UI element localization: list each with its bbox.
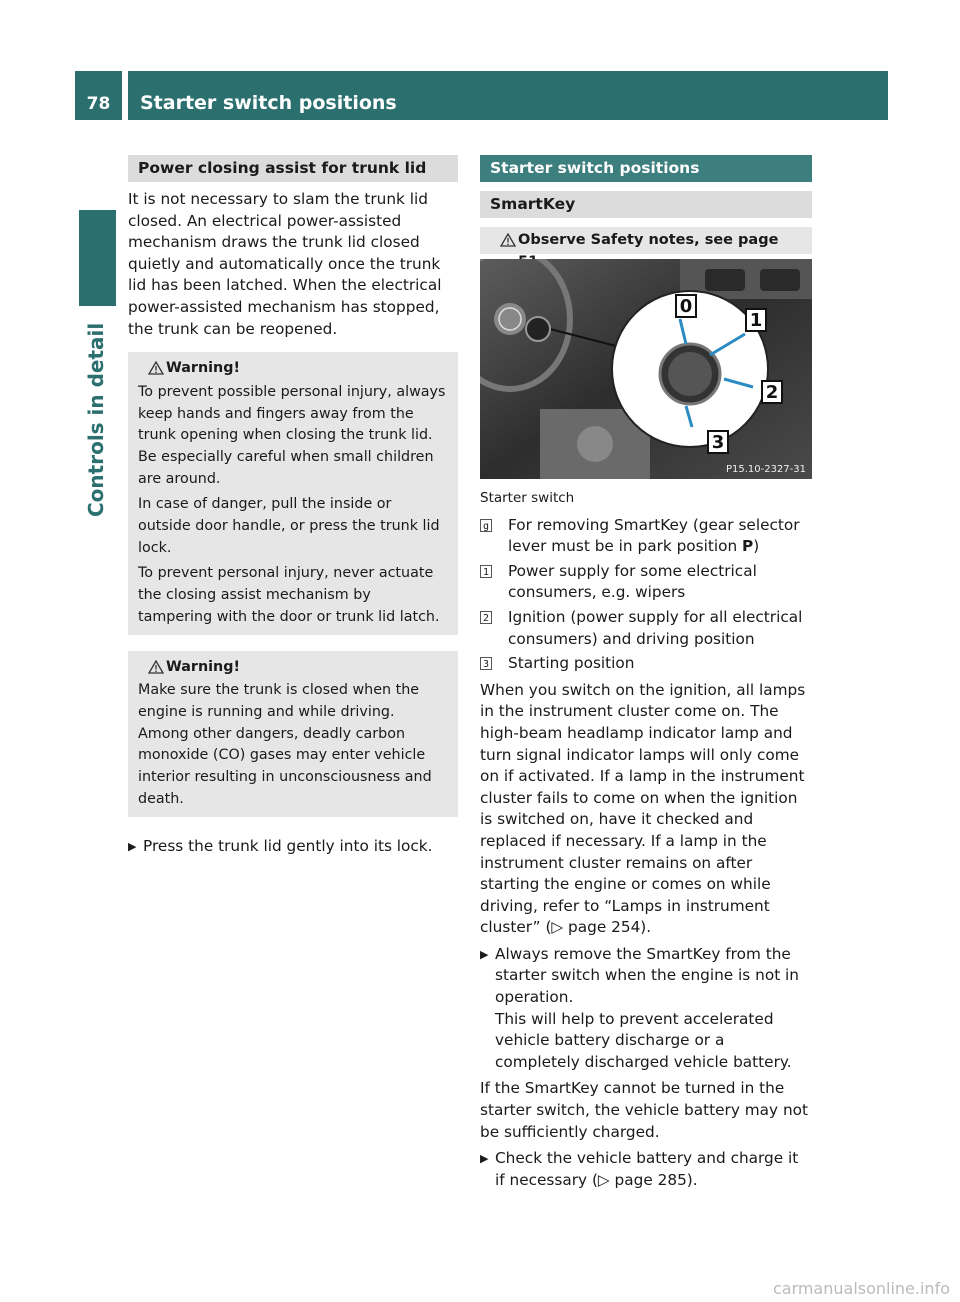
legend-item: 1 Power supply for some electrical consumers, e.g. wipers	[480, 561, 812, 604]
left-column	[128, 155, 458, 857]
legend-item: 3 Starting position	[480, 653, 812, 675]
trunk-intro: It is not necessary to slam the trunk lid closed. An electrical power-assisted mechanism draws the trunk lid closed quietly and automatically once the trunk lid has been latched. When the electrical power-assisted mechanism has stopped, the trunk can be reopened.	[128, 190, 442, 338]
legend-key: 3	[480, 657, 492, 670]
safety-note: Observe Safety notes, see page	[480, 227, 812, 254]
warning-title: Warning!	[166, 658, 240, 675]
warning-title: Warning!	[166, 360, 240, 377]
warning-box	[128, 651, 458, 817]
legend-item: g For removing SmartKey (gear selector lever must be in park position P)	[480, 515, 812, 558]
photo-code: P15.10-2327-31	[725, 464, 806, 475]
step-item: ▶ Always remove the SmartKey from the starter switch when the engine is not in operation. This will help to prevent accelerated vehicle battery discharge or a completely discharged vehicle battery.	[480, 944, 812, 1074]
position-label: 3	[711, 432, 725, 453]
starter-switch-photo	[480, 259, 812, 479]
warning-text: To prevent personal injury, never actuate the closing assist mechanism by tampering with the door or trunk lid latch.	[138, 565, 440, 625]
warning-icon	[148, 660, 164, 674]
section-title-trunk: Power closing assist for trunk lid	[128, 155, 458, 182]
right-column-lower	[480, 488, 812, 1191]
step-note: This will help to prevent accelerated vehicle battery discharge or a completely discharged vehicle battery.	[495, 1009, 792, 1071]
ignition-paragraph: When you switch on the ignition, all lamps in the instrument cluster come on. The high-beam headlamp indicator lamp and turn signal indicator lamps will only come on if activated. If a lamp in the instrument cluster fails to come on when the ignition is switched on, have it checked and replaced if necessary. If a lamp in the instrument cluster remains on after starting the engine or comes on while driving, refer to “Lamps in instrument cluster” (▷ page 254).	[480, 680, 806, 937]
warning-text: To prevent possible personal injury, always keep hands and fingers away from the trunk opening when closing the trunk lid. Be especially careful when small children are around.	[138, 383, 446, 487]
arrow-right-icon: ▶	[480, 1152, 489, 1166]
battery-paragraph: If the SmartKey cannot be turned in the starter switch, the vehicle battery may not be sufficiently charged.	[480, 1079, 808, 1141]
arrow-right-icon: ▶	[480, 947, 489, 961]
position-label: 2	[765, 382, 779, 403]
warning-box	[128, 352, 458, 634]
legend-key: g	[480, 519, 492, 532]
warning-text: Make sure the trunk is closed when the engine is running and while driving. Among other dangers, deadly carbon monoxide (CO) gases may enter vehicle interior resulting in unconsciousness and death.	[138, 682, 432, 807]
right-column	[480, 155, 812, 254]
arrow-right-icon: ▶	[128, 839, 137, 853]
legend-item: 2 Ignition (power supply for all electrical consumers) and driving position	[480, 607, 812, 650]
step-item: ▶ Press the trunk lid gently into its lock.	[128, 836, 458, 858]
photo-caption: Starter switch	[480, 490, 575, 506]
legend-key: 1	[480, 565, 492, 578]
page-title: Starter switch positions	[128, 71, 888, 120]
position-label: 0	[679, 296, 693, 317]
starter-switch-illustration	[480, 259, 812, 479]
warning-icon	[148, 361, 164, 375]
page-number: 78	[75, 71, 122, 120]
position-label: 1	[749, 310, 763, 331]
step-item: ▶ Check the vehicle battery and charge it if necessary (▷ page 285).	[480, 1149, 799, 1189]
footer-watermark: carmanualsonline.info	[772, 1279, 950, 1298]
subsection-title-smartkey: SmartKey	[480, 191, 812, 218]
legend-key: 2	[480, 611, 492, 624]
chapter-tab	[79, 210, 116, 306]
section-title-starter: Starter switch positions	[480, 155, 812, 182]
warning-icon	[500, 233, 516, 247]
warning-text: In case of danger, pull the inside or outside door handle, or press the trunk lid lock.	[138, 496, 440, 556]
